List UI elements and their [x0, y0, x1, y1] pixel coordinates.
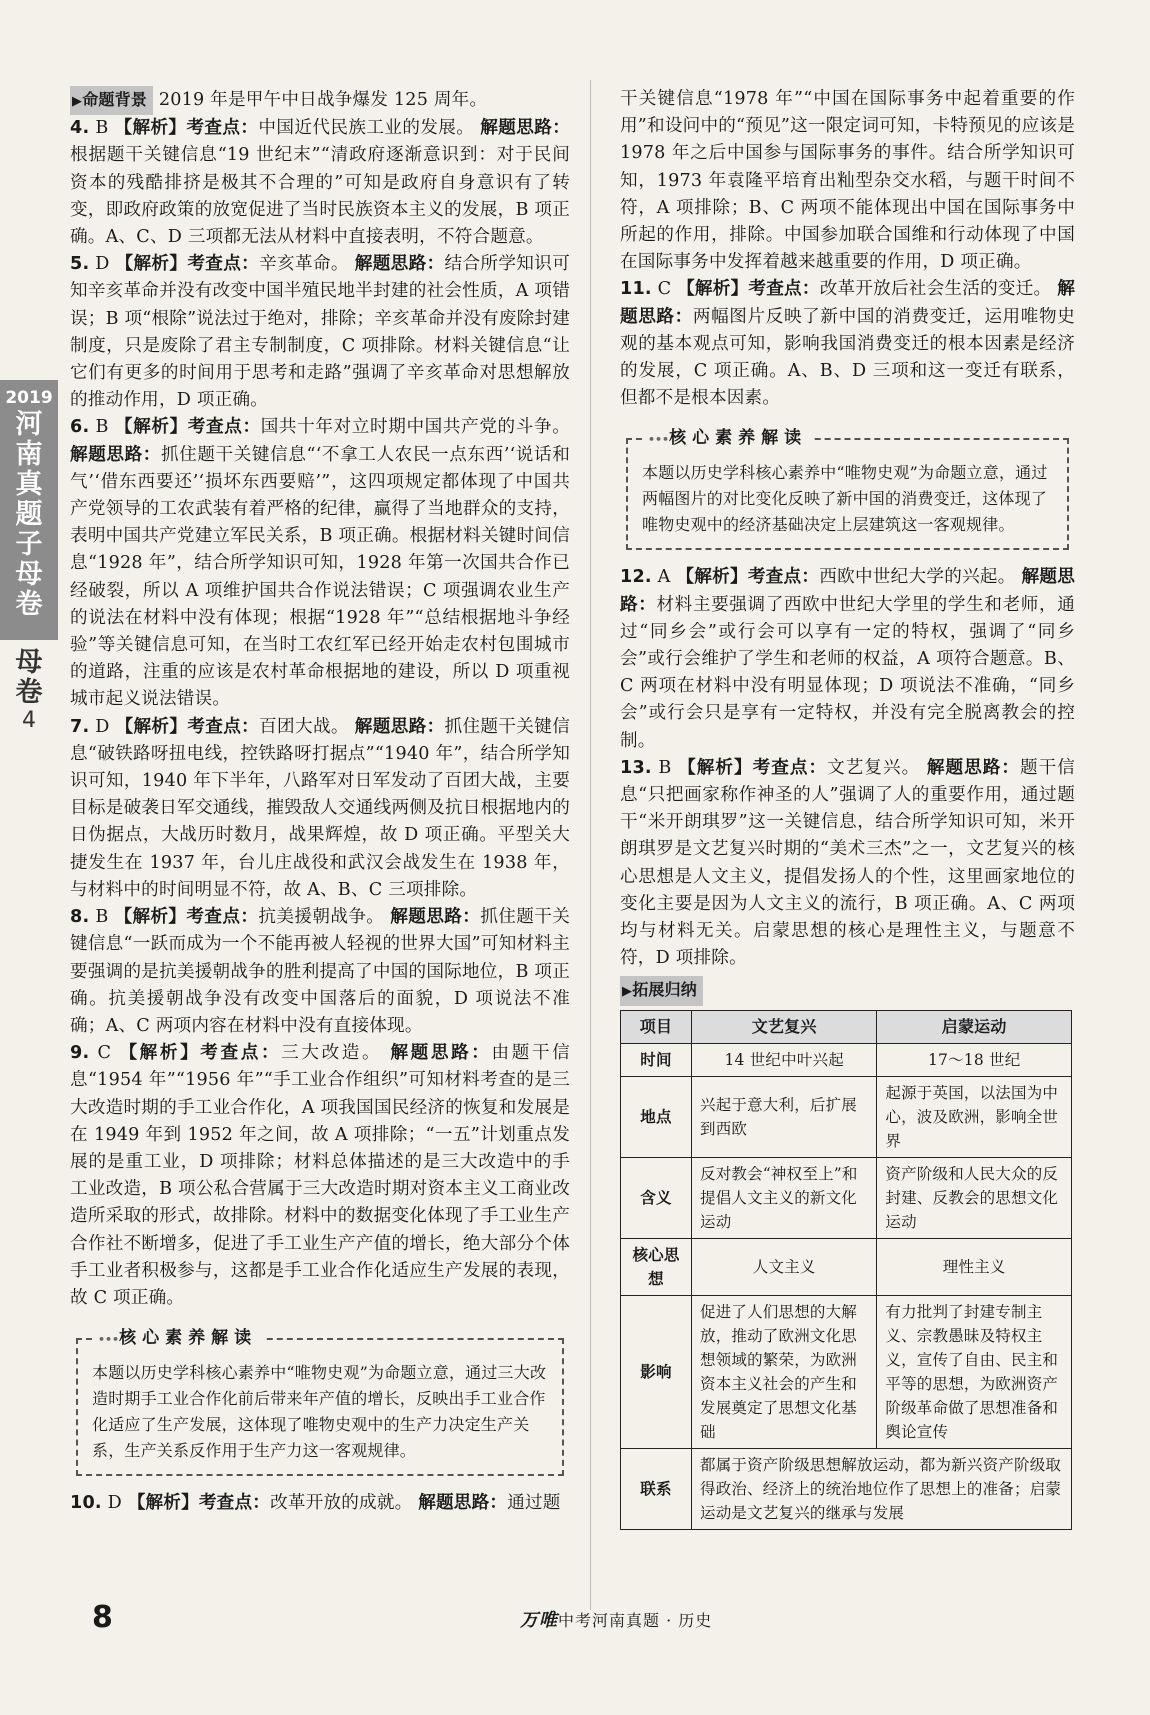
answer-11: 11. C 【解析】考查点：改革开放后社会生活的变迁。 解题思路：两幅图片反映了新中国的消费变迁，运用唯物史观的基本观点可知，影响我国消费变迁的根本因素是经济的发展，C 项正确。A、B、D 三项和这一变迁有联系，但都不是根本因素。 — [620, 279, 1076, 409]
footer-text: 中考河南真题 · 历史 — [558, 1611, 713, 1630]
row-label: 核心思想 — [621, 1238, 692, 1295]
answer-6: 6. B 【解析】考查点：国共十年对立时期中国共产党的斗争。 解题思路：抓住题干关键信息“‘不拿工人农民一点东西’‘说话和气’‘借东西要还’‘损坏东西要赔’”，这四项规定都体现了中国共产党领导的工农武装有着严格的纪律，赢得了当地群众的支持，表明中国共产党建立军民关系，B 项正确。根据材料关键时间信息“1928 年”，结合所学知识可知，1928 年第一次国共合作已经破裂，所以 A 项维护国共合作说法错误；C 项强调农业生产的说法在材料中没有体现；根据“1928 年”“总结根据地斗争经验”等关键信息可知，在当时工农红军已经开始走农村包围城市的道路，注重的应该是农村革命根据地的建设，所以 D 项重视城市起义说法错误。 — [70, 417, 570, 710]
table-cell: 有力批判了封建专制主义、宗教愚昧及特权主义，宣传了自由、民主和平等的思想，为欧洲资产阶级革命做了思想准备和舆论宣传 — [877, 1295, 1072, 1448]
answer-10-continued: 干关键信息“1978 年”“中国在国际事务中起着重要的作用”和设问中的“预见”这一限定词可知，卡特预见的应该是 1978 年之后中国参与国际事务的事件。结合所学知识可知，1973 年袁隆平培育出籼型杂交水稻，与题干时间不符，A 项排除；B、C 两项不能体现出中国在国际事务中所起的作用，排除。中国参加联合国维和行动体现了中国在国际事务中发挥着越来越重要的作用，D 项正确。 — [620, 89, 1075, 273]
left-column — [70, 86, 570, 1517]
table-cell: 都属于资产阶级思想解放运动，都为新兴资产阶级取得政治、经济上的统治地位作了思想上的准备；启蒙运动是文艺复兴的继承与发展 — [692, 1448, 1072, 1529]
table-cell: 17～18 世纪 — [877, 1043, 1072, 1076]
core-literacy-title-1: •••核心素养解读 — [92, 1325, 263, 1353]
side-tab — [0, 380, 58, 640]
background-tag: ▶命题背景 — [70, 86, 153, 115]
core-literacy-text-2: 本题以历史学科核心素养中“唯物史观”为命题立意，通过两幅图片的对比变化反映了新中国的消费变迁，这体现了唯物史观中的经济基础决定上层建筑这一客观规律。 — [642, 463, 1048, 535]
side-title: 河南真题子母卷 — [15, 409, 43, 620]
answer-9: 9. C 【解析】考查点：三大改造。 解题思路：由题干信息“1954 年”“1956 年”“手工业合作组织”可知材料考查的是三大改造时期的手工业合作化，A 项我国国民经济的恢复和发展是在 1949 年到 1952 年之间，故 A 项排除；“一五”计划重点发展的是重工业，D 项排除；材料总体描述的是三大改造中的手工业改造，B 项公私合营属于三大改造时期对资本主义工商业改造所采取的形式，故排除。材料中的数据变化体现了手工业生产合作社不断增多，促进了手工业生产产值的增长，绝大部分个体手工业者积极参与，这都是手工业合作化适应生产发展的表现，故 C 项正确。 — [70, 1043, 570, 1308]
core-literacy-text-1: 本题以历史学科核心素养中“唯物史观”为命题立意，通过三大改造时期手工业合作化前后带来年产值的增长，反映出手工业合作化适应了生产发展，这体现了唯物史观中的生产力决定生产关系，生产关系反作用于生产力这一客观规律。 — [92, 1363, 547, 1461]
core-literacy-box-1 — [76, 1328, 564, 1476]
table-cell: 理性主义 — [877, 1238, 1072, 1295]
table-row — [621, 1043, 1072, 1076]
side-sub: 母卷 — [15, 647, 43, 708]
answer-13: 13. B 【解析】考查点：文艺复兴。 解题思路：题干信息“只把画家称作神圣的人”强调了人的重要作用，通过题干“米开朗琪罗”这一关键信息，结合所学知识可知，米开朗琪罗是文艺复兴时期的“美术三杰”之一，文艺复兴的核心思想是人文主义，提倡发扬人的个性，这里画家地位的变化主要是因为人文主义的流行，B 项正确。A、C 两项均与材料无关。启蒙思想的核心是理性主义，与题意不符，D 项排除。 — [620, 757, 1075, 969]
table-cell: 促进了人们思想的大解放，推动了欧洲文化思想领域的繁荣，为欧洲资本主义社会的产生和发展奠定了思想文化基础 — [692, 1295, 877, 1448]
background-line — [70, 86, 570, 115]
answer-7: 7. D 【解析】考查点：百团大战。 解题思路：抓住题干关键信息“破铁路呀扭电线，控铁路呀打据点”“1940 年”，结合所学知识可知，1940 年下半年，八路军对日军发动了百团大战，主要目标是破袭日军交通线，摧毁敌人交通线两侧及抗日根据地内的日伪据点，大战历时数月，战果辉煌，故 D 项正确。平型关大捷发生在 1937 年，台儿庄战役和武汉会战发生在 1938 年，与材料中的时间明显不符，故 A、B、C 三项排除。 — [70, 716, 570, 900]
table-header: 启蒙运动 — [877, 1010, 1072, 1043]
table-row — [621, 1157, 1072, 1238]
page-footer — [520, 1606, 712, 1632]
table-cell: 14 世纪中叶兴起 — [692, 1043, 877, 1076]
side-subtitle — [6, 648, 52, 733]
side-year: 2019 — [5, 388, 53, 408]
answer-12: 12. A 【解析】考查点：西欧中世纪大学的兴起。 解题思路：材料主要强调了西欧中世纪大学里的学生和老师，通过“同乡会”或行会可以享有一定的特权，强调了“同乡会”或行会维护了学生和老师的权益，A 项符合题意。B、C 两项在材料中没有明显体现；D 项说法不准确，“同乡会”或行会只是享有一定特权，并没有完全脱离教会的控制。 — [620, 567, 1076, 751]
core-literacy-title-2: •••核心素养解读 — [642, 425, 813, 453]
table-header-row — [621, 1010, 1072, 1043]
table-row — [621, 1448, 1072, 1529]
triangle-icon: ▶ — [622, 984, 633, 1000]
answer-10-start: 10. D 【解析】考查点：改革开放的成就。 解题思路：通过题 — [70, 1493, 561, 1514]
table-row — [621, 1295, 1072, 1448]
row-label: 影响 — [621, 1295, 692, 1448]
table-header: 文艺复兴 — [692, 1010, 877, 1043]
core-literacy-box-2 — [626, 428, 1069, 550]
row-label: 时间 — [621, 1043, 692, 1076]
right-column — [620, 86, 1075, 1530]
table-row — [621, 1076, 1072, 1157]
row-label: 地点 — [621, 1076, 692, 1157]
triangle-icon: ▶ — [72, 94, 83, 109]
row-label: 联系 — [621, 1448, 692, 1529]
table-cell: 人文主义 — [692, 1238, 877, 1295]
row-label: 含义 — [621, 1157, 692, 1238]
table-cell: 起源于英国，以法国为中心，波及欧洲，影响全世界 — [877, 1076, 1072, 1157]
table-cell: 兴起于意大利，后扩展到西欧 — [692, 1076, 877, 1157]
answer-5: 5. D 【解析】考查点：辛亥革命。 解题思路：结合所学知识可知辛亥革命并没有改变中国半殖民地半封建的社会性质，A 项错误；B 项“根除”说法过于绝对，排除；辛亥革命并没有废除封建制度，只是废除了君主专制制度，C 项排除。材料关键信息“让它们有更多的时间用于思考和走路”强调了辛亥革命对思想解放的推动作用，D 项正确。 — [70, 254, 570, 411]
column-divider — [590, 80, 591, 1610]
background-text: 2019 年是甲午中日战争爆发 125 周年。 — [158, 90, 488, 110]
table-row — [621, 1238, 1072, 1295]
expand-tag: ▶拓展归纳 — [620, 976, 703, 1005]
answer-4: 4. B 【解析】考查点：中国近代民族工业的发展。 解题思路：根据题干关键信息“19 世纪末”“清政府逐渐意识到：对于民间资本的残酷排挤是极其不合理的”可知是政府自身意识有了转变，即政府政策的放宽促进了当时民族资本主义的发展，B 项正确。A、C、D 三项都无法从材料中直接表明，不符合题意。 — [70, 118, 571, 248]
answer-8: 8. B 【解析】考查点：抗美援朝战争。 解题思路：抓住题干关键信息“一跃而成为一个不能再被人轻视的世界大国”可知材料主要强调的是抗美援朝战争的胜利提高了中国的国际地位，B 项正确。抗美援朝战争没有改变中国落后的面貌，D 项说法不准确；A、C 两项内容在材料中没有直接体现。 — [70, 907, 570, 1036]
table-cell: 反对教会“神权至上”和提倡人文主义的新文化运动 — [692, 1157, 877, 1238]
table-header: 项目 — [621, 1010, 692, 1043]
comparison-table — [620, 1010, 1072, 1530]
table-cell: 资产阶级和人民大众的反封建、反教会的思想文化运动 — [877, 1157, 1072, 1238]
side-num: 4 — [22, 708, 36, 733]
page-number: 8 — [92, 1600, 113, 1635]
brand-logo: 万唯 — [520, 1610, 558, 1631]
